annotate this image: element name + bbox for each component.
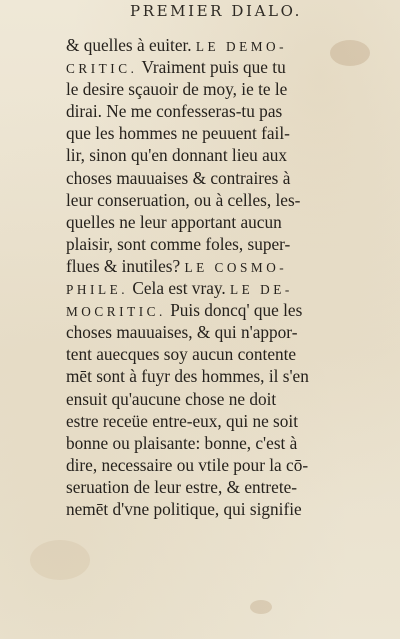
text-line <box>66 454 380 476</box>
text-line <box>66 122 380 144</box>
line-text: dire, necessaire ou vtile pour la cō- <box>66 454 309 475</box>
text-line <box>66 255 380 277</box>
text-line <box>66 432 380 454</box>
line-text: dirai. Ne me confesseras-tu pas <box>66 101 283 122</box>
text-line <box>66 321 380 343</box>
line-text: seruation de leur estre, & entrete- <box>66 476 298 497</box>
text-line <box>66 498 380 520</box>
text-line <box>66 211 380 233</box>
paper-stain <box>30 540 90 580</box>
line-text: nemēt d'vne politique, qui signifie <box>66 498 302 519</box>
line-text: choses mauuaises & contraires à <box>66 167 291 188</box>
paper-stain <box>250 600 272 614</box>
text-line <box>66 343 380 365</box>
body-text <box>66 34 386 520</box>
line-text: Puis doncq' que les <box>165 300 303 321</box>
text-line <box>66 56 380 78</box>
line-text: choses mauuaises, & qui n'appor- <box>66 322 298 343</box>
line-text: & quelles à euiter. <box>66 35 196 55</box>
text-line <box>66 277 380 299</box>
line-text: le desire sçauoir de moy, ie te le <box>66 79 288 100</box>
line-text: plaisir, sont comme foles, super- <box>66 233 291 254</box>
speaker-name: LE DE- <box>230 282 293 298</box>
text-line <box>66 189 380 211</box>
speaker-name: CRITIC. <box>66 61 138 77</box>
speaker-name: LE COSMO- <box>184 259 288 275</box>
text-line <box>66 144 380 166</box>
line-text: tent auecques soy aucun contente <box>66 344 297 365</box>
line-text: ensuit qu'aucune chose ne doit <box>66 388 277 409</box>
text-line <box>66 167 380 189</box>
text-line <box>66 388 380 410</box>
line-text: mēt sont à fuyr des hommes, il s'en <box>66 366 309 387</box>
text-line <box>66 34 380 56</box>
speaker-name: MOCRITIC. <box>66 304 166 320</box>
speaker-name: PHILE. <box>66 282 129 298</box>
text-line <box>66 365 380 387</box>
line-text: Vraiment puis que tu <box>137 57 286 78</box>
line-text: flues & inutiles? <box>66 255 185 276</box>
text-line <box>66 78 380 100</box>
line-text: lir, sinon qu'en donnant lieu aux <box>66 145 288 166</box>
line-text: que les hommes ne peuuent fail- <box>66 123 290 144</box>
text-line <box>66 410 380 432</box>
speaker-name: LE DEMO- <box>195 39 288 54</box>
line-text: leur conseruation, ou à celles, les- <box>66 189 301 210</box>
text-line <box>66 100 380 122</box>
text-line <box>66 476 380 498</box>
text-line <box>66 299 380 321</box>
line-text: bonne ou plaisante: bonne, c'est à <box>66 432 298 453</box>
line-text: quelles ne leur apportant aucun <box>66 211 282 232</box>
running-head: PREMIER DIALO. <box>130 2 302 20</box>
text-line <box>66 233 380 255</box>
line-text: estre receüe entre-eux, qui ne soit <box>66 410 299 431</box>
line-text: Cela est vray. <box>128 278 231 299</box>
